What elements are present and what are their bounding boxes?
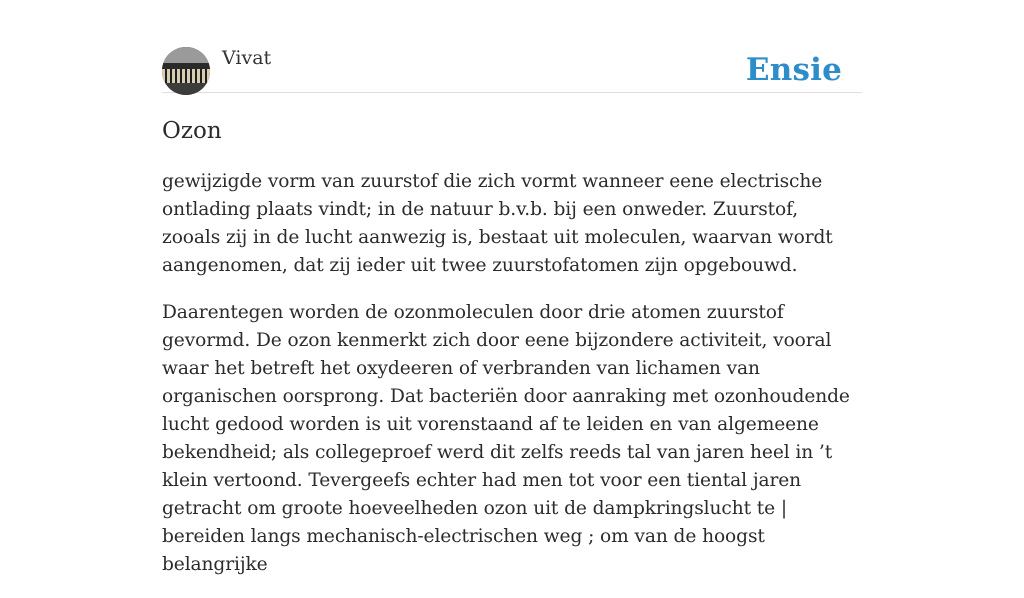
- article-paragraph: Daarentegen worden de ozonmoleculen door drie atomen zuurstof gevormd. De ozon kenmerkt zich door eene bijzondere activiteit, vooral waar het betreft het oxydeeren of verbranden van lichamen van organischen oorsprong. Dat bacteriën door aanraking met ozonhoudende lucht gedood worden is uit vorenstaand af te leiden en van algemeene bekendheid; als collegeproef werd dit zelfs reeds tal van jaren heel in ’t klein vertoond. Tevergeefs echter had men tot voor een tiental jaren getracht om groote hoeveelheden ozon uit de dampkringslucht te | bereiden langs mechanisch-electrischen weg ; om van de hoogst belangrijke: [162, 302, 850, 575]
- article-body: [162, 168, 862, 598]
- source-avatar[interactable]: [162, 47, 210, 95]
- article-paragraph: gewijzigde vorm van zuurstof die zich vormt wanneer eene electrische ontlading plaats vindt; in de natuur b.v.b. bij een onweder. Zuurstof, zooals zij in de lucht aanwezig is, bestaat uit moleculen, waarvan wordt aangenomen, dat zij ieder uit twee zuurstofatomen zijn opgebouwd.: [162, 171, 833, 276]
- article-header: [162, 46, 862, 93]
- brand-logo[interactable]: Ensie: [745, 52, 842, 88]
- page-title: Ozon: [162, 118, 222, 144]
- source-name[interactable]: Vivat: [222, 47, 272, 69]
- article-page: [162, 0, 862, 575]
